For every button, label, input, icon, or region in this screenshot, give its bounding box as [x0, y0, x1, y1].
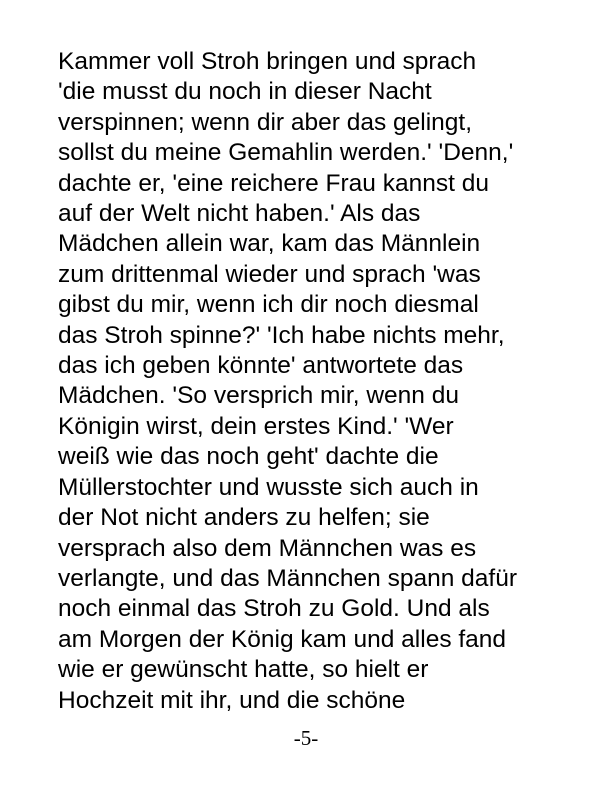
text-line: Königin wirst, dein erstes Kind.' 'Wer: [58, 412, 454, 440]
text-line: weiß wie das noch geht' dachte die: [58, 443, 439, 471]
text-line: Mädchen allein war, kam das Männlein: [58, 230, 481, 258]
text-line: auf der Welt nicht haben.' Als das: [58, 200, 421, 228]
text-line: sollst du meine Gemahlin werden.' 'Denn,': [58, 139, 514, 167]
body-text: [58, 47, 598, 716]
text-line: das Stroh spinne?' 'Ich habe nichts mehr,: [58, 321, 505, 349]
text-line: verspinnen; wenn dir aber das gelingt,: [58, 108, 473, 136]
text-line: wie er gewünscht hatte, so hielt er: [58, 656, 429, 684]
page-number: -5-: [293, 726, 319, 750]
text-line: dachte er, 'eine reichere Frau kannst du: [58, 169, 489, 197]
text-line: das ich geben könnte' antwortete das: [58, 352, 464, 380]
text-line: Müllerstochter und wusste sich auch in: [58, 473, 479, 501]
text-line: noch einmal das Stroh zu Gold. Und als: [58, 595, 490, 623]
text-line: versprach also dem Männchen was es: [58, 534, 477, 562]
text-line: am Morgen der König kam und alles fand: [58, 625, 507, 653]
text-line: Hochzeit mit ihr, und die schöne: [58, 686, 406, 714]
text-line: Mädchen. 'So versprich mir, wenn du: [58, 382, 459, 410]
text-line: 'die musst du noch in dieser Nacht: [58, 78, 432, 106]
text-line: der Not nicht anders zu helfen; sie: [58, 504, 430, 532]
text-line: zum drittenmal wieder und sprach 'was: [58, 260, 481, 288]
text-line: verlangte, und das Männchen spann dafür: [58, 564, 518, 592]
text-line: Kammer voll Stroh bringen und sprach: [58, 48, 477, 75]
text-line: gibst du mir, wenn ich dir noch diesmal: [58, 291, 479, 319]
